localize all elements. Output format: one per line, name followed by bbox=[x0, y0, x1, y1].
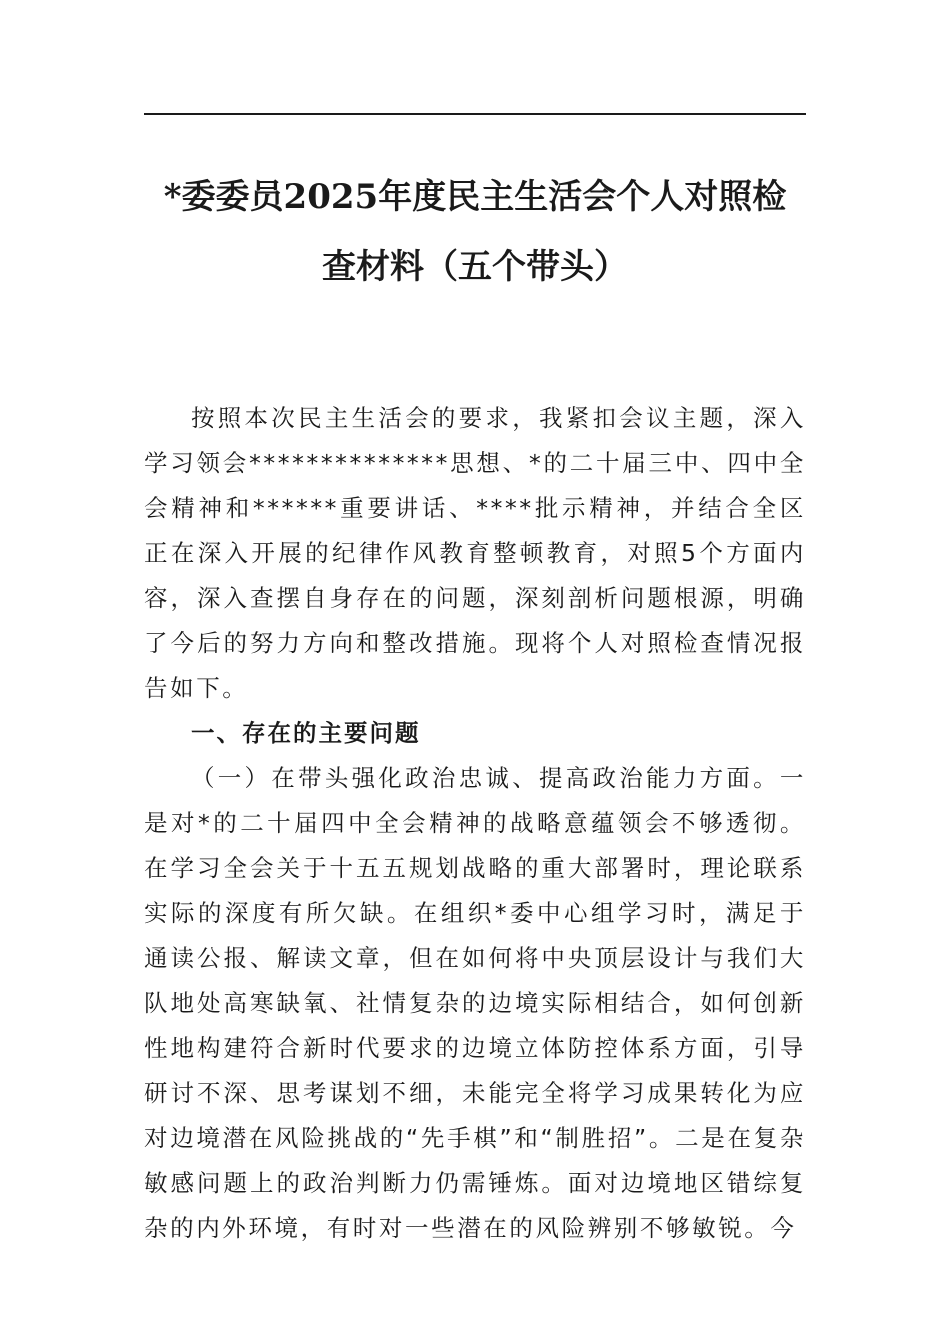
header-rule bbox=[144, 113, 806, 115]
section-heading: 一、存在的主要问题 bbox=[191, 719, 421, 747]
intro-paragraph: 按照本次民主生活会的要求，我紧扣会议主题，深入学习领会**************思想、*的二十届三中、四中全会精神和******重要讲话、****批示精神，并结合全区正在深入开展的纪律作风教育整顿教育，对照5个方面内容，深入查摆自身存在的问题，深刻剖析问题根源，明确了今后的努力方向和整改措施。现将个人对照检查情况报告如下。 bbox=[144, 404, 806, 702]
document-title bbox=[144, 162, 806, 302]
title-line-2: 查材料（五个带头） bbox=[322, 247, 628, 287]
section-paragraph: （一）在带头强化政治忠诚、提高政治能力方面。一是对*的二十届四中全会精神的战略意蕴领会不够透彻。在学习全会关于十五五规划战略的重大部署时，理论联系实际的深度有所欠缺。在组织*委中心组学习时，满足于通读公报、解读文章，但在如何将中央顶层设计与我们大队地处高寒缺氧、社情复杂的边境实际相结合，如何创新性地构建符合新时代要求的边境立体防控体系方面，引导研讨不深、思考谋划不细，未能完全将学习成果转化为应对边境潜在风险挑战的“先手棋”和“制胜招”。二是在复杂敏感问题上的政治判断力仍需锤炼。面对边境地区错综复杂的内外环境，有时对一些潜在的风险辨别不够敏锐。今 bbox=[144, 764, 806, 1242]
document-body bbox=[144, 396, 806, 1251]
title-line-1: *委委员2025年度民主生活会个人对照检 bbox=[163, 177, 787, 217]
